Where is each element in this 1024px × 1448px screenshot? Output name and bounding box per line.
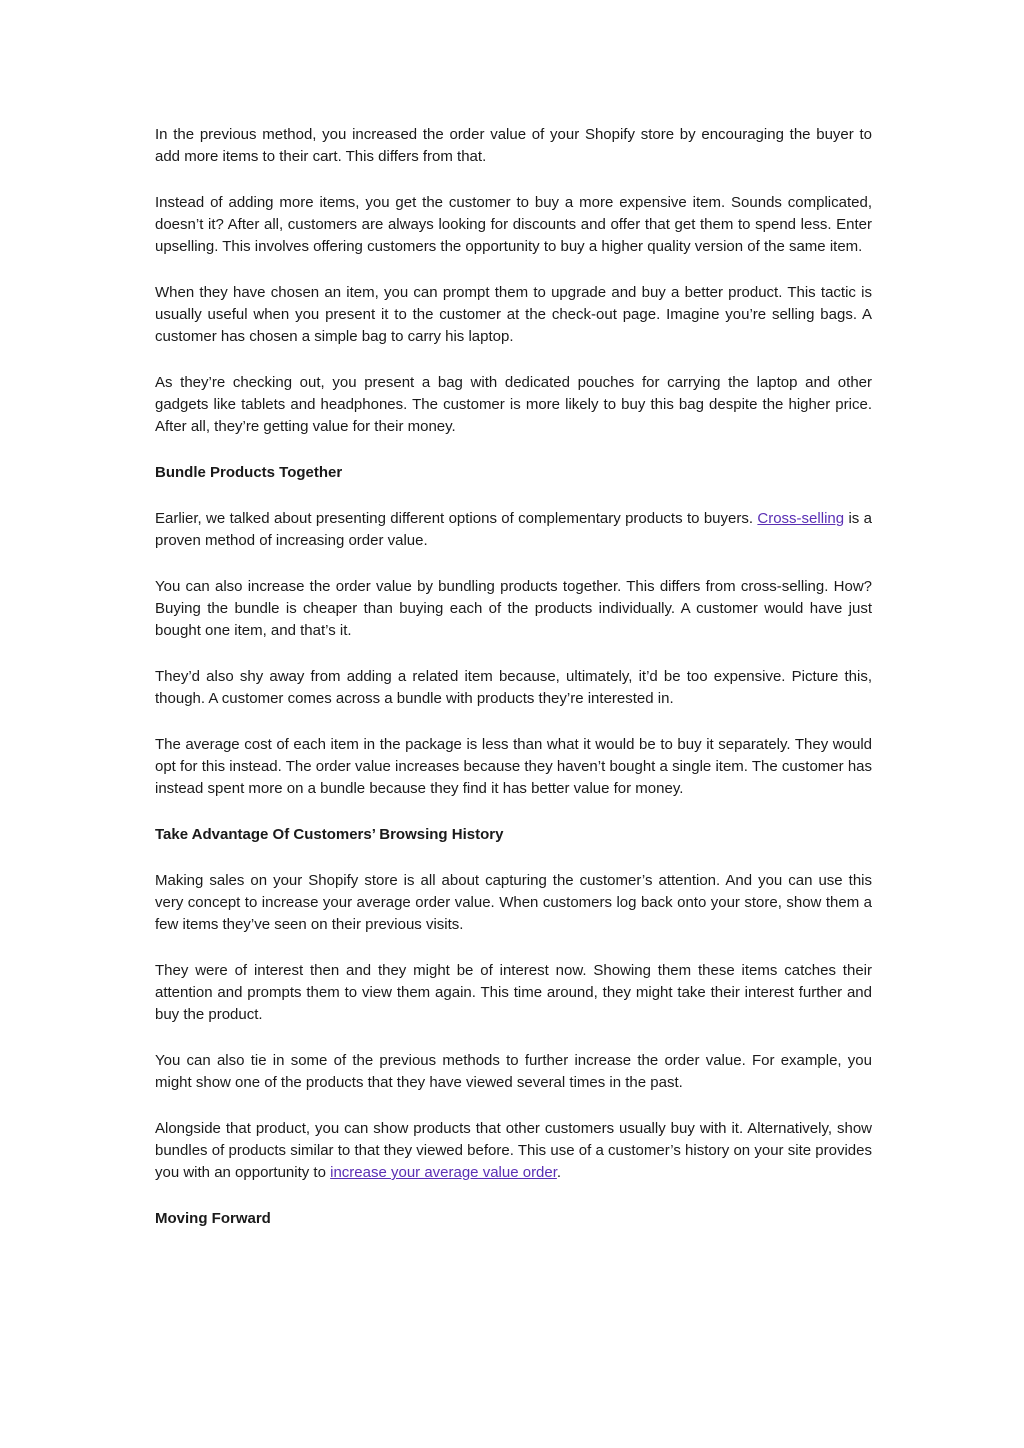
paragraph-upselling: Instead of adding more items, you get the customer to buy a more expensive item. Sounds complicated, doesn’t it? After all, customers are always looking for discounts and offer that get them to spend less. Enter upselling. This involves offering customers the opportunity to buy a higher quality version of the same item.	[155, 194, 872, 255]
paragraph-average-cost: The average cost of each item in the package is less than what it would be to buy it separately. They would opt for this instead. The order value increases because they haven’t bought a single item. The customer has instead spent more on a bundle because they find it has better value for money.	[155, 736, 872, 797]
paragraph-text: is a proven method of increasing order value.	[155, 510, 872, 549]
paragraph-upgrade-prompt: When they have chosen an item, you can prompt them to upgrade and buy a better product. This tactic is usually useful when you present it to the customer at the check-out page. Imagine you’re selling bags. A customer has chosen a simple bag to carry his laptop.	[155, 284, 872, 345]
heading-moving-forward: Moving Forward	[155, 1210, 271, 1227]
paragraph-alongside-product	[155, 1118, 872, 1184]
paragraph-tie-in: You can also tie in some of the previous methods to further increase the order value. For example, you might show one of the products that they have viewed several times in the past.	[155, 1052, 872, 1091]
increase-average-value-order-link[interactable]: increase your average value order	[330, 1164, 557, 1181]
paragraph-shy-away: They’d also shy away from adding a related item because, ultimately, it’d be too expensive. Picture this, though. A customer comes across a bundle with products they’re interested in.	[155, 668, 872, 707]
paragraph-text: .	[556, 1164, 562, 1181]
cross-selling-link[interactable]: Cross-selling	[757, 510, 845, 527]
paragraph-interest: They were of interest then and they might be of interest now. Showing them these items catches their attention and prompts them to view them again. This time around, they might take their interest further and buy the product.	[155, 962, 872, 1023]
paragraph-text: Earlier, we talked about presenting different options of complementary products to buyers.	[155, 510, 758, 527]
paragraph-checkout-example: As they’re checking out, you present a bag with dedicated pouches for carrying the laptop and other gadgets like tablets and headphones. The customer is more likely to buy this bag despite the higher price. After all, they’re getting value for their money.	[155, 374, 872, 435]
paragraph-cross-selling	[155, 508, 872, 552]
paragraph-text: Alongside that product, you can show products that other customers usually buy with it. Alternatively, show bundles of products similar to that they viewed before. This use of a customer’s history on your site provides you with an opportunity to	[155, 1120, 872, 1181]
heading-bundle-products: Bundle Products Together	[155, 464, 343, 481]
paragraph-previous-method: In the previous method, you increased the order value of your Shopify store by encouraging the buyer to add more items to their cart. This differs from that.	[155, 126, 872, 165]
paragraph-capturing-attention: Making sales on your Shopify store is all about capturing the customer’s attention. And you can use this very concept to increase your average order value. When customers log back onto your store, show them a few items they’ve seen on their previous visits.	[155, 872, 872, 933]
document-page	[155, 124, 872, 1254]
paragraph-bundling: You can also increase the order value by bundling products together. This differs from cross-selling. How? Buying the bundle is cheaper than buying each of the products individually. A customer would have just bought one item, and that’s it.	[155, 578, 872, 639]
heading-browsing-history: Take Advantage Of Customers’ Browsing History	[155, 826, 504, 843]
